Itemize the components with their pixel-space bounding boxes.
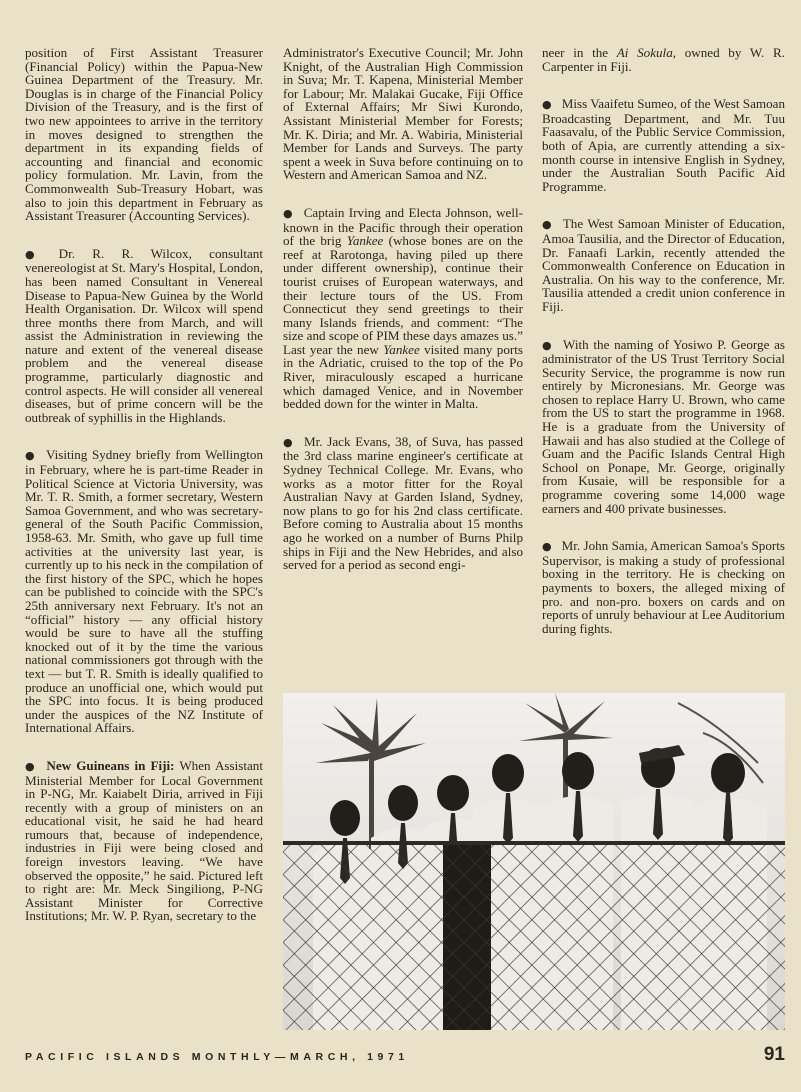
group-photo-image	[283, 693, 785, 1030]
article-douglas-lavin: position of First Assistant Treasurer (Financial Policy) within the Papua-New Guinea Department of the Treasury. Mr. Douglas is in charge of the Financial Policy Division of the Treasury, and is the first of two new appointees to arrive in the territory in moves designed to strengthen the department in its expanding fields of accounting and financial and economic policy formulation. Mr. Lavin, from the Commonwealth Sub-Treasury Hobart, was also to join this department in February as Assistant Treasurer (Accounting Services).	[25, 45, 263, 224]
bullet-icon: ●	[542, 540, 552, 554]
bullet-icon: ●	[25, 449, 36, 463]
article-sumeo-faasavalu: ● Miss Vaaifetu Sumeo, of the West Samoan Broadcasting Department, and Mr. Tuu Faasavalu, of the Public Service Commission, both of Apia, are currently attending a six-month course in intensive English in Sydney, under the Australian South Pacific Aid Programme.	[542, 96, 785, 194]
article-smith: ● Visiting Sydney briefly from Wellington in February, where he is part-time Reader in Political Science at Victoria University, was Mr. T. R. Smith, a former secretary, Western Samoa Government, and who was secretary-general of the South Pacific Commission, 1958-63. Mr. Smith, who gave up full time activities at the university last year, is currently up to his neck in the compilation of the first history of the SPC, which he hopes can be published to coincide with the SPC's 25th anniversary next February. It's not an “official” history — any official history would be sure to have all the stuffing knocked out of it by the time the various national commissioners got through with the text — but T. R. Smith is ideally qualified to produce an unofficial one, which would put the SPC into focus. It is being produced under the auspices of the NZ Institute of International Affairs.	[25, 447, 263, 736]
page-footer	[25, 1044, 785, 1069]
column-1	[25, 46, 263, 947]
bullet-icon: ●	[283, 435, 295, 449]
bullet-icon: ●	[283, 206, 294, 220]
column-2	[283, 46, 523, 596]
group-photo	[283, 693, 785, 1030]
bullet-icon: ●	[25, 247, 49, 261]
article-jack-evans-cont: neer in the Ai Sokula, owned by W. R. Carpenter in Fiji.	[542, 45, 785, 74]
ship-name: Yankee	[383, 341, 420, 357]
magazine-issue-line: PACIFIC ISLANDS MONTHLY—MARCH, 1971	[25, 1051, 409, 1063]
ship-name: Ai Sokula,	[616, 45, 677, 60]
article-new-guineans-fiji: ● New Guineans in Fiji: When Assistant Ministerial Member for Local Government in P-NG, Mr. Kaiabelt Diria, arrived in Fiji recently with a group of ministers on an educational visit, he said he had heard rumours that, because of independence, industries in Fiji were being closed and foreign investors leaving. “We have observed the opposite,” he said. Pictured left to right are: Mr. Meck Singiliong, P-NG Assistant Minister for Corrective Institutions; Mr. W. P. Ryan, secretary to the	[25, 757, 263, 924]
bullet-icon: ●	[542, 218, 553, 232]
article-new-guineans-fiji-cont: Administrator's Executive Council; Mr. John Knight, of the Australian High Commission in Suva; Mr. T. Kapena, Ministerial Member for Labour; Mr. Malakai Gucake, Fiji Office of External Affairs; Mr Siwi Kurondo, Assistant Ministerial Member for Forests; Mr. K. Diria; and Mr. A. Wabiria, Ministerial Member for Lands and Surveys. The party spent a week in Suva before continuing on to Western and American Samoa and NZ.	[283, 45, 523, 183]
article-irving-johnson: ● Captain Irving and Electa Johnson, well-known in the Pacific through their operation of the brig Yankee (whose bones are on the reef at Rarotonga, having piled up there under different ownership), continue their tourist cruises of European waterways, and their lecture tours of the US. From Connecticut they send greetings to their many Islands friends, and comment: “The size and scope of PIM these days amazes us.” Last year the new Yankee visited many ports in the Adriatic, cruised to the top of the Po River, miraculously escaped a hurricane which damaged Venice, and in November bedded down for the winter in Malta.	[283, 204, 523, 412]
chain-link-fence	[283, 843, 785, 1030]
article-jack-evans: ● Mr. Jack Evans, 38, of Suva, has passed the 3rd class marine engineer's certificate at Sydney Technical College. Mr. Evans, who works as a motor fitter for the Royal Australian Navy at Garden Island, Sydney, now plans to go for his 2nd class certificate. Before coming to Australia about 15 months ago he worked on a number of Burns Philp ships in Fiji and the New Hebrides, and also served for a period as second engi-	[283, 433, 523, 573]
article-tausilia: ● The West Samoan Minister of Education, Amoa Tausilia, and the Director of Education, Dr. Fanaafi Larkin, recently attended the Commonwealth Conference on Education in Australia. On his way to the conference, Mr. Tausilia attended a credit union conference in Fiji.	[542, 216, 785, 314]
article-john-samia: ● Mr. John Samia, American Samoa's Sports Supervisor, is making a study of professional boxing in the territory. He is checking on payments to boxers, the alleged mixing of pro. and non-pro. boxers on cards and on reports of unruly behaviour at Lee Auditorium during fights.	[542, 538, 785, 636]
page-number: 91	[763, 1044, 785, 1065]
bullet-icon: ●	[542, 98, 552, 112]
column-3	[542, 46, 785, 659]
article-wilcox: ● Dr. R. R. Wilcox, consultant venereologist at St. Mary's Hospital, London, has been named Consultant in Venereal Disease to Papua-New Guinea by the World Health Organisation. Dr. Wilcox will spend three months there from March, and will assist the Administration in reviewing the nature and extent of the venereal disease problem and the venereal disease programme, particularly diagnostic and control aspects. He will consider all venereal diseases, but of prime concern will be the outbreak of syphillis in the Highlands.	[25, 245, 264, 425]
article-lead: New Guineans in Fiji:	[46, 757, 175, 773]
bullet-icon: ●	[25, 759, 37, 773]
ship-name: Yankee	[346, 233, 384, 249]
article-yosiwo-george: ● With the naming of Yosiwo P. George as administrator of the US Trust Territory Social Security Service, the programme is now run entirely by Micronesians. Mr. George was chosen to replace Harry U. Brown, who came from the US to start the programme in 1968. He is a graduate from the University of Hawaii and has also studied at the College of Guam and the Pacific Islands Central High School on Ponape, Mr. George, originally from Kusaie, will be responsible for a programme covering some 14,000 wage earners and 400 private businesses.	[542, 336, 785, 516]
bullet-icon: ●	[542, 338, 554, 352]
